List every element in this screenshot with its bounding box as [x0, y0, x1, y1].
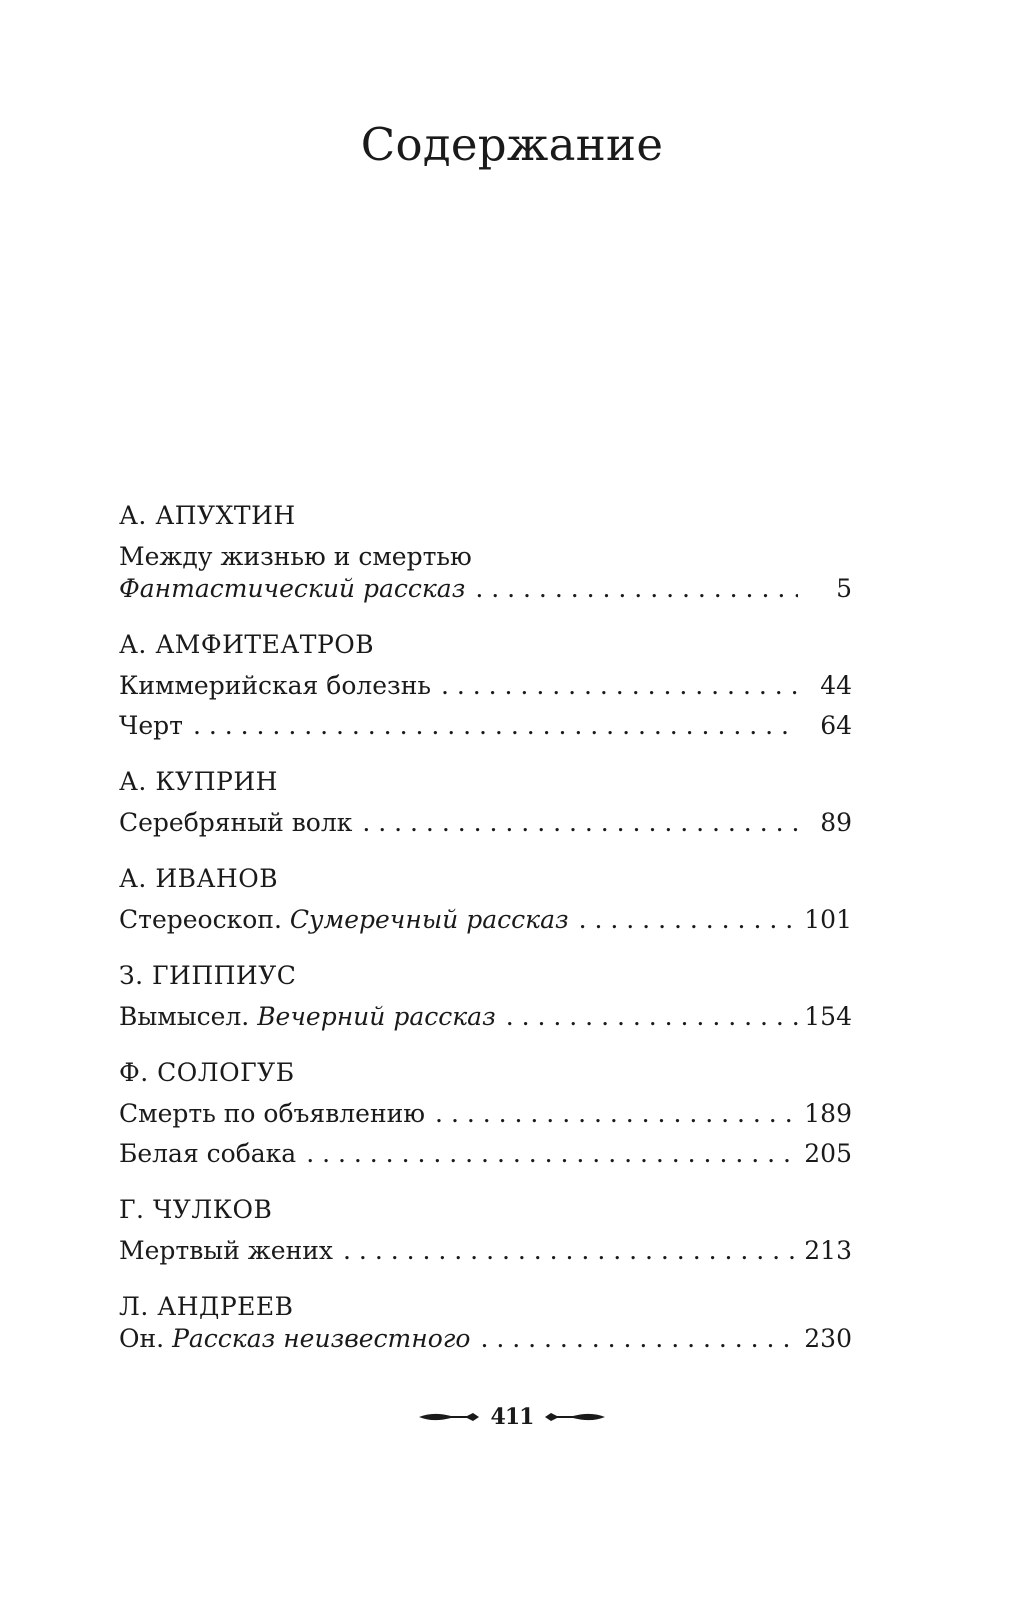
dot-leader	[435, 1096, 798, 1132]
entry-label: Черт	[119, 711, 183, 740]
entry-subtitle: Фантастический рассказ	[119, 574, 466, 603]
page-number: 44	[820, 671, 852, 700]
dot-leader	[306, 1136, 798, 1172]
toc-entry[interactable]	[119, 1321, 852, 1357]
entry-label: Серебряный волк	[119, 808, 353, 837]
entry-subtitle: Сумеречный рассказ	[289, 905, 569, 934]
page-number: 154	[804, 1002, 852, 1031]
left-ornament-icon	[417, 1409, 481, 1425]
page-number: 101	[804, 905, 852, 934]
author-heading: А. АПУХТИН	[119, 501, 296, 530]
toc-entry[interactable]	[119, 805, 852, 841]
entry-title: Вымысел.	[119, 1002, 258, 1031]
toc-entry[interactable]	[119, 668, 852, 704]
entry-title: Он.	[119, 1324, 173, 1353]
entry-label: Смерть по объявлению	[119, 1099, 426, 1128]
dot-leader	[506, 999, 798, 1035]
author-heading: А. ИВАНОВ	[119, 864, 279, 893]
author-heading: А. АМФИТЕАТРОВ	[119, 630, 375, 659]
toc-entry[interactable]	[119, 902, 852, 938]
page-number: 89	[820, 808, 852, 837]
entry-label	[119, 902, 569, 938]
page-number: 205	[804, 1139, 852, 1168]
page-number: 189	[804, 1099, 852, 1128]
dot-leader	[475, 571, 798, 607]
toc-entry[interactable]	[119, 1136, 852, 1172]
entry-subtitle: Вечерний рассказ	[257, 1002, 496, 1031]
dot-leader	[480, 1321, 798, 1357]
page-number: 5	[836, 574, 852, 603]
toc-entry[interactable]	[119, 708, 852, 744]
dot-leader	[343, 1233, 798, 1269]
entry-label	[119, 1321, 470, 1357]
entry-label: Белая собака	[119, 1139, 297, 1168]
entry-subtitle: Рассказ неизвестного	[172, 1324, 471, 1353]
author-heading: З. ГИППИУС	[119, 961, 297, 990]
page-number: 230	[804, 1324, 852, 1353]
entry-title: Стереоскоп.	[119, 905, 290, 934]
dot-leader	[579, 902, 798, 938]
toc-entry[interactable]	[119, 571, 852, 607]
toc-entry[interactable]	[119, 999, 852, 1035]
toc-entry[interactable]	[119, 1096, 852, 1132]
folio	[0, 1400, 1024, 1434]
entry-label	[119, 999, 496, 1035]
entry-title-line: Между жизнью и смертью	[119, 542, 472, 571]
page-title: Содержание	[360, 118, 664, 171]
entry-label	[119, 571, 465, 607]
author-heading: Ф. СОЛОГУБ	[119, 1058, 295, 1087]
right-ornament-icon	[543, 1409, 607, 1425]
page-number: 64	[820, 711, 852, 740]
dot-leader	[441, 668, 798, 704]
toc-entry[interactable]	[119, 1233, 852, 1269]
dot-leader	[193, 708, 798, 744]
entry-label: Киммерийская болезнь	[119, 671, 431, 700]
page-number-footer: 411	[490, 1404, 534, 1430]
entry-label: Мертвый жених	[119, 1236, 334, 1265]
author-heading: Л. АНДРЕЕВ	[119, 1292, 294, 1321]
page-number: 213	[804, 1236, 852, 1265]
dot-leader	[362, 805, 798, 841]
author-heading: А. КУПРИН	[119, 767, 278, 796]
author-heading: Г. ЧУЛКОВ	[119, 1195, 273, 1224]
